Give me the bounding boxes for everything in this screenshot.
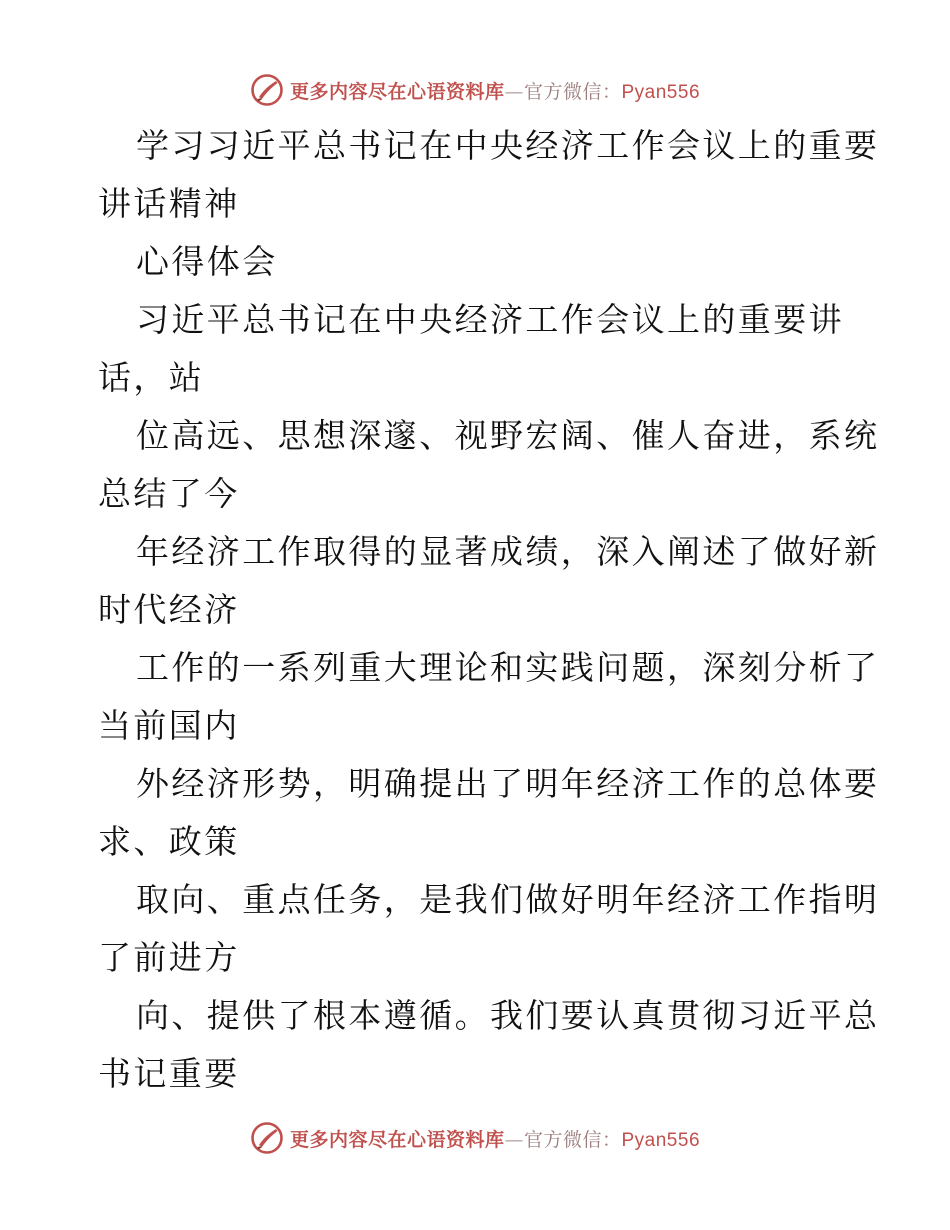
body-line: 学习习近平总书记在中央经济工作会议上的重要 <box>136 126 880 165</box>
watermark-text <box>290 77 700 104</box>
body-line: 时代经济 <box>98 590 240 629</box>
body-line: 年经济工作取得的显著成绩，深入阐述了做好新 <box>136 532 880 571</box>
watermark-banner-top <box>0 70 950 110</box>
body-line: 习近平总书记在中央经济工作会议上的重要讲 <box>136 300 844 339</box>
body-line: 讲话精神 <box>98 184 240 223</box>
body-line: 向、提供了根本遵循。我们要认真贯彻习近平总 <box>136 996 880 1035</box>
body-line: 求、政策 <box>98 822 240 861</box>
body-line: 书记重要 <box>98 1054 240 1093</box>
body-line: 总结了今 <box>98 474 240 513</box>
body-line: 位高远、思想深邃、视野宏阔、催人奋进，系统 <box>136 416 880 455</box>
watermark-label: 官方微信： <box>523 1128 622 1151</box>
watermark-id: Pyan556 <box>621 1129 701 1151</box>
watermark-dash: — <box>504 1128 524 1151</box>
watermark-main: 更多内容尽在心语资料库 <box>289 1128 505 1151</box>
body-line: 当前国内 <box>98 706 240 745</box>
body-line: 了前进方 <box>98 938 240 977</box>
body-line: 取向、重点任务，是我们做好明年经济工作指明 <box>136 880 880 919</box>
watermark-text <box>290 1125 700 1152</box>
watermark-id: Pyan556 <box>621 81 701 103</box>
body-line: 工作的一系列重大理论和实践问题，深刻分析了 <box>136 648 880 687</box>
body-line: 话，站 <box>98 358 205 397</box>
watermark-dash: — <box>504 80 524 103</box>
watermark-banner-bottom <box>0 1118 950 1158</box>
watermark-main: 更多内容尽在心语资料库 <box>289 80 505 103</box>
brush-logo-icon <box>250 73 284 107</box>
body-line: 外经济形势，明确提出了明年经济工作的总体要 <box>136 764 880 803</box>
body-line: 心得体会 <box>136 242 278 281</box>
watermark-label: 官方微信： <box>523 80 622 103</box>
brush-logo-icon <box>250 1121 284 1155</box>
